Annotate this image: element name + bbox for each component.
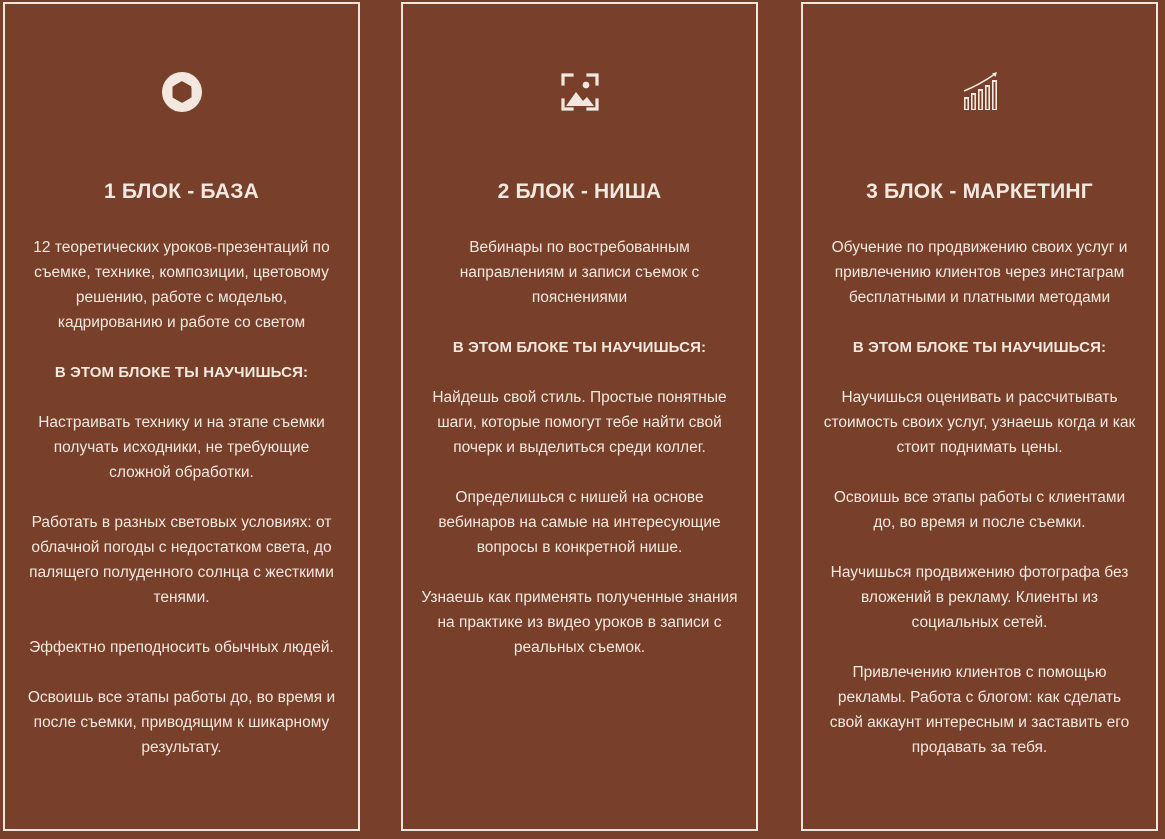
- block-content: [421, 235, 738, 685]
- list-item: Найдешь свой стиль. Простые понятные шаги, которые помогут тебе найти свой почерк и выделиться среди коллег.: [432, 389, 727, 456]
- list-item: Настраивать технику и на этапе съемки получать исходники, не требующие сложной обработки.: [38, 414, 325, 481]
- course-block-3: [801, 2, 1158, 831]
- block-title: 1 БЛОК - БАЗА: [103, 180, 259, 203]
- block-subhead: В ЭТОМ БЛОКЕ ТЫ НАУЧИШЬСЯ:: [54, 364, 309, 381]
- aperture-icon: [161, 71, 203, 113]
- list-item: Научишься продвижению фотографа без вложений в рекламу. Клиенты из социальных сетей.: [830, 564, 1129, 631]
- block-title: 3 БЛОК - МАРКЕТИНГ: [866, 180, 1093, 203]
- block-title: 2 БЛОК - НИША: [497, 180, 662, 203]
- list-item: Узнаешь как применять полученные знания на практике из видео уроков в записи с реальных съемок.: [421, 589, 738, 656]
- image-frame-icon: [559, 71, 601, 113]
- block-subhead: В ЭТОМ БЛОКЕ ТЫ НАУЧИШЬСЯ:: [852, 339, 1107, 356]
- list-item: Освоишь все этапы работы до, во время и после съемки, приводящим к шикарному результату.: [27, 689, 336, 756]
- block-content: [23, 235, 340, 785]
- block-content: [821, 235, 1138, 785]
- course-block-2: [401, 2, 758, 831]
- list-item: Определишься с нишей на основе вебинаров на самые на интересующие вопросы в конкретной нише.: [438, 489, 721, 556]
- block-subhead: В ЭТОМ БЛОКЕ ТЫ НАУЧИШЬСЯ:: [452, 339, 707, 356]
- block-description: Вебинары по востребованным направлениям и записи съемок с пояснениями: [459, 239, 700, 306]
- block-description: Обучение по продвижению своих услуг и привлечению клиентов через инстаграм бесплатными и платными методами: [831, 239, 1128, 306]
- list-item: Привлечению клиентов с помощью рекламы. Работа с блогом: как сделать свой аккаунт интересным и заставить его продавать за тебя.: [829, 664, 1130, 756]
- growth-chart-icon: [959, 71, 1001, 113]
- list-item: Эффектно преподносить обычных людей.: [29, 639, 334, 656]
- list-item: Освоишь все этапы работы с клиентами до, во время и после съемки.: [833, 489, 1126, 531]
- course-block-1: [3, 2, 360, 831]
- list-item: Работать в разных световых условиях: от облачной погоды с недостатком света, до палящего полуденного солнца с жесткими тенями.: [29, 514, 334, 606]
- block-description: 12 теоретических уроков-презентаций по съемке, технике, композиции, цветовому решению, работе с моделью, кадрированию и работе со светом: [33, 239, 330, 331]
- list-item: Научишься оценивать и рассчитывать стоимость своих услуг, узнаешь когда и как стоит поднимать цены.: [823, 389, 1136, 456]
